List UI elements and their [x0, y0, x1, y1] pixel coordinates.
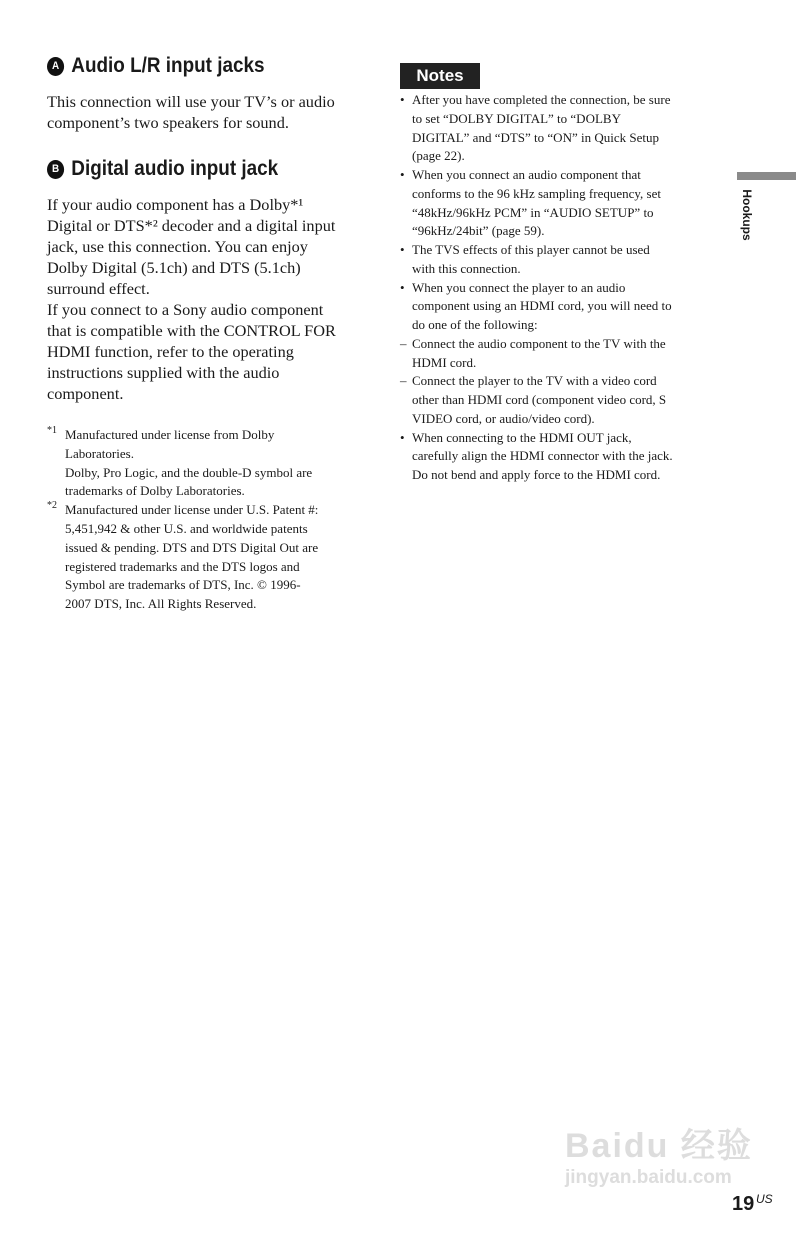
footnote-line: Symbol are trademarks of DTS, Inc. © 1996-	[65, 577, 301, 593]
page-number: 19	[732, 1193, 755, 1215]
footnote-line: trademarks of Dolby Laboratories.	[65, 483, 245, 499]
body-text-line: component.	[47, 384, 124, 403]
note-line: “48kHz/96kHz PCM” in “AUDIO SETUP” to	[412, 204, 654, 220]
note-bullet: •	[400, 429, 405, 445]
marker-a-icon: A	[47, 57, 64, 76]
body-text-line: HDMI function, refer to the operating	[47, 342, 294, 361]
note-line: to set “DOLBY DIGITAL” to “DOLBY	[412, 110, 621, 126]
note-line: carefully align the HDMI connector with the jack.	[412, 448, 673, 464]
footnote-line: Manufactured under license under U.S. Patent #:	[65, 502, 319, 518]
footnote-line: issued & pending. DTS and DTS Digital Out are	[65, 539, 319, 555]
note-bullet: •	[400, 279, 405, 295]
watermark-url: jingyan.baidu.com	[565, 1167, 732, 1188]
heading-audio-lr	[47, 54, 265, 78]
side-tab-label: Hookups	[740, 189, 754, 241]
note-line: do one of the following:	[412, 317, 538, 332]
note-line: When connecting to the HDMI OUT jack,	[412, 429, 632, 445]
note-line: When you connect the player to an audio	[412, 279, 626, 295]
note-line: “96kHz/24bit” (page 59).	[412, 223, 545, 239]
note-bullet: •	[400, 92, 405, 107]
body-text-line: Dolby Digital (5.1ch) and DTS (5.1ch)	[47, 258, 301, 277]
footnote-mark: *1	[47, 425, 57, 436]
watermark-brand: Baidu 经验	[565, 1127, 753, 1165]
footnote-mark: *2	[47, 500, 57, 512]
side-tab-bar	[737, 172, 796, 180]
heading-digital-audio	[47, 157, 278, 181]
note-bullet: –	[400, 335, 407, 351]
note-line: DIGITAL” and “DTS” to “ON” in Quick Setup	[412, 129, 659, 145]
marker-b-icon: B	[47, 160, 64, 179]
note-bullet: –	[400, 373, 407, 389]
body-text-line: instructions supplied with the audio	[47, 363, 280, 382]
note-line: component using an HDMI cord, you will need to	[412, 298, 672, 314]
footnote-line: Manufactured under license from Dolby	[65, 427, 275, 442]
notes-badge: Notes	[400, 63, 480, 89]
footnote-line: Dolby, Pro Logic, and the double-D symbol are	[65, 464, 313, 480]
note-line: The TVS effects of this player cannot be used	[412, 242, 650, 257]
note-line: other than HDMI cord (component video cord, S	[412, 392, 667, 407]
baidu-watermark	[565, 1118, 753, 1189]
note-bullet: •	[400, 167, 405, 182]
page-suffix: US	[756, 1192, 773, 1206]
footnote-line: Laboratories.	[65, 445, 134, 461]
body-text-line: If your audio component has a Dolby*¹	[47, 195, 304, 214]
body-text-line: If you connect to a Sony audio component	[47, 300, 324, 319]
footnote-line: 2007 DTS, Inc. All Rights Reserved.	[65, 596, 257, 612]
note-line: HDMI cord.	[412, 354, 477, 370]
note-line: After you have completed the connection, be sure	[412, 92, 671, 107]
note-bullet: •	[400, 242, 405, 257]
note-line: Do not bend and apply force to the HDMI cord.	[412, 467, 661, 482]
note-line: Connect the player to the TV with a video cord	[412, 373, 657, 389]
note-line: Connect the audio component to the TV with the	[412, 335, 666, 351]
footnote-line: registered trademarks and the DTS logos and	[65, 558, 300, 574]
body-text-line: that is compatible with the CONTROL FOR	[47, 321, 336, 340]
body-text-line: jack, use this connection. You can enjoy	[47, 237, 308, 256]
body-text-line: Digital or DTS*² decoder and a digital input	[47, 216, 336, 235]
note-line: When you connect an audio component that	[412, 167, 641, 182]
note-line: conforms to the 96 kHz sampling frequency, set	[412, 185, 661, 201]
note-line: (page 22).	[412, 148, 465, 164]
body-text-line: This connection will use your TV’s or audio	[47, 92, 335, 111]
heading-text: Audio L/R input jacks	[71, 54, 265, 77]
body-text-line: surround effect.	[47, 279, 150, 298]
note-line: VIDEO cord, or audio/video cord).	[412, 410, 595, 426]
footnote-line: 5,451,942 & other U.S. and worldwide patents	[65, 521, 308, 536]
body-text-line: component’s two speakers for sound.	[47, 113, 289, 132]
note-line: with this connection.	[412, 260, 521, 276]
heading-text: Digital audio input jack	[71, 157, 279, 180]
